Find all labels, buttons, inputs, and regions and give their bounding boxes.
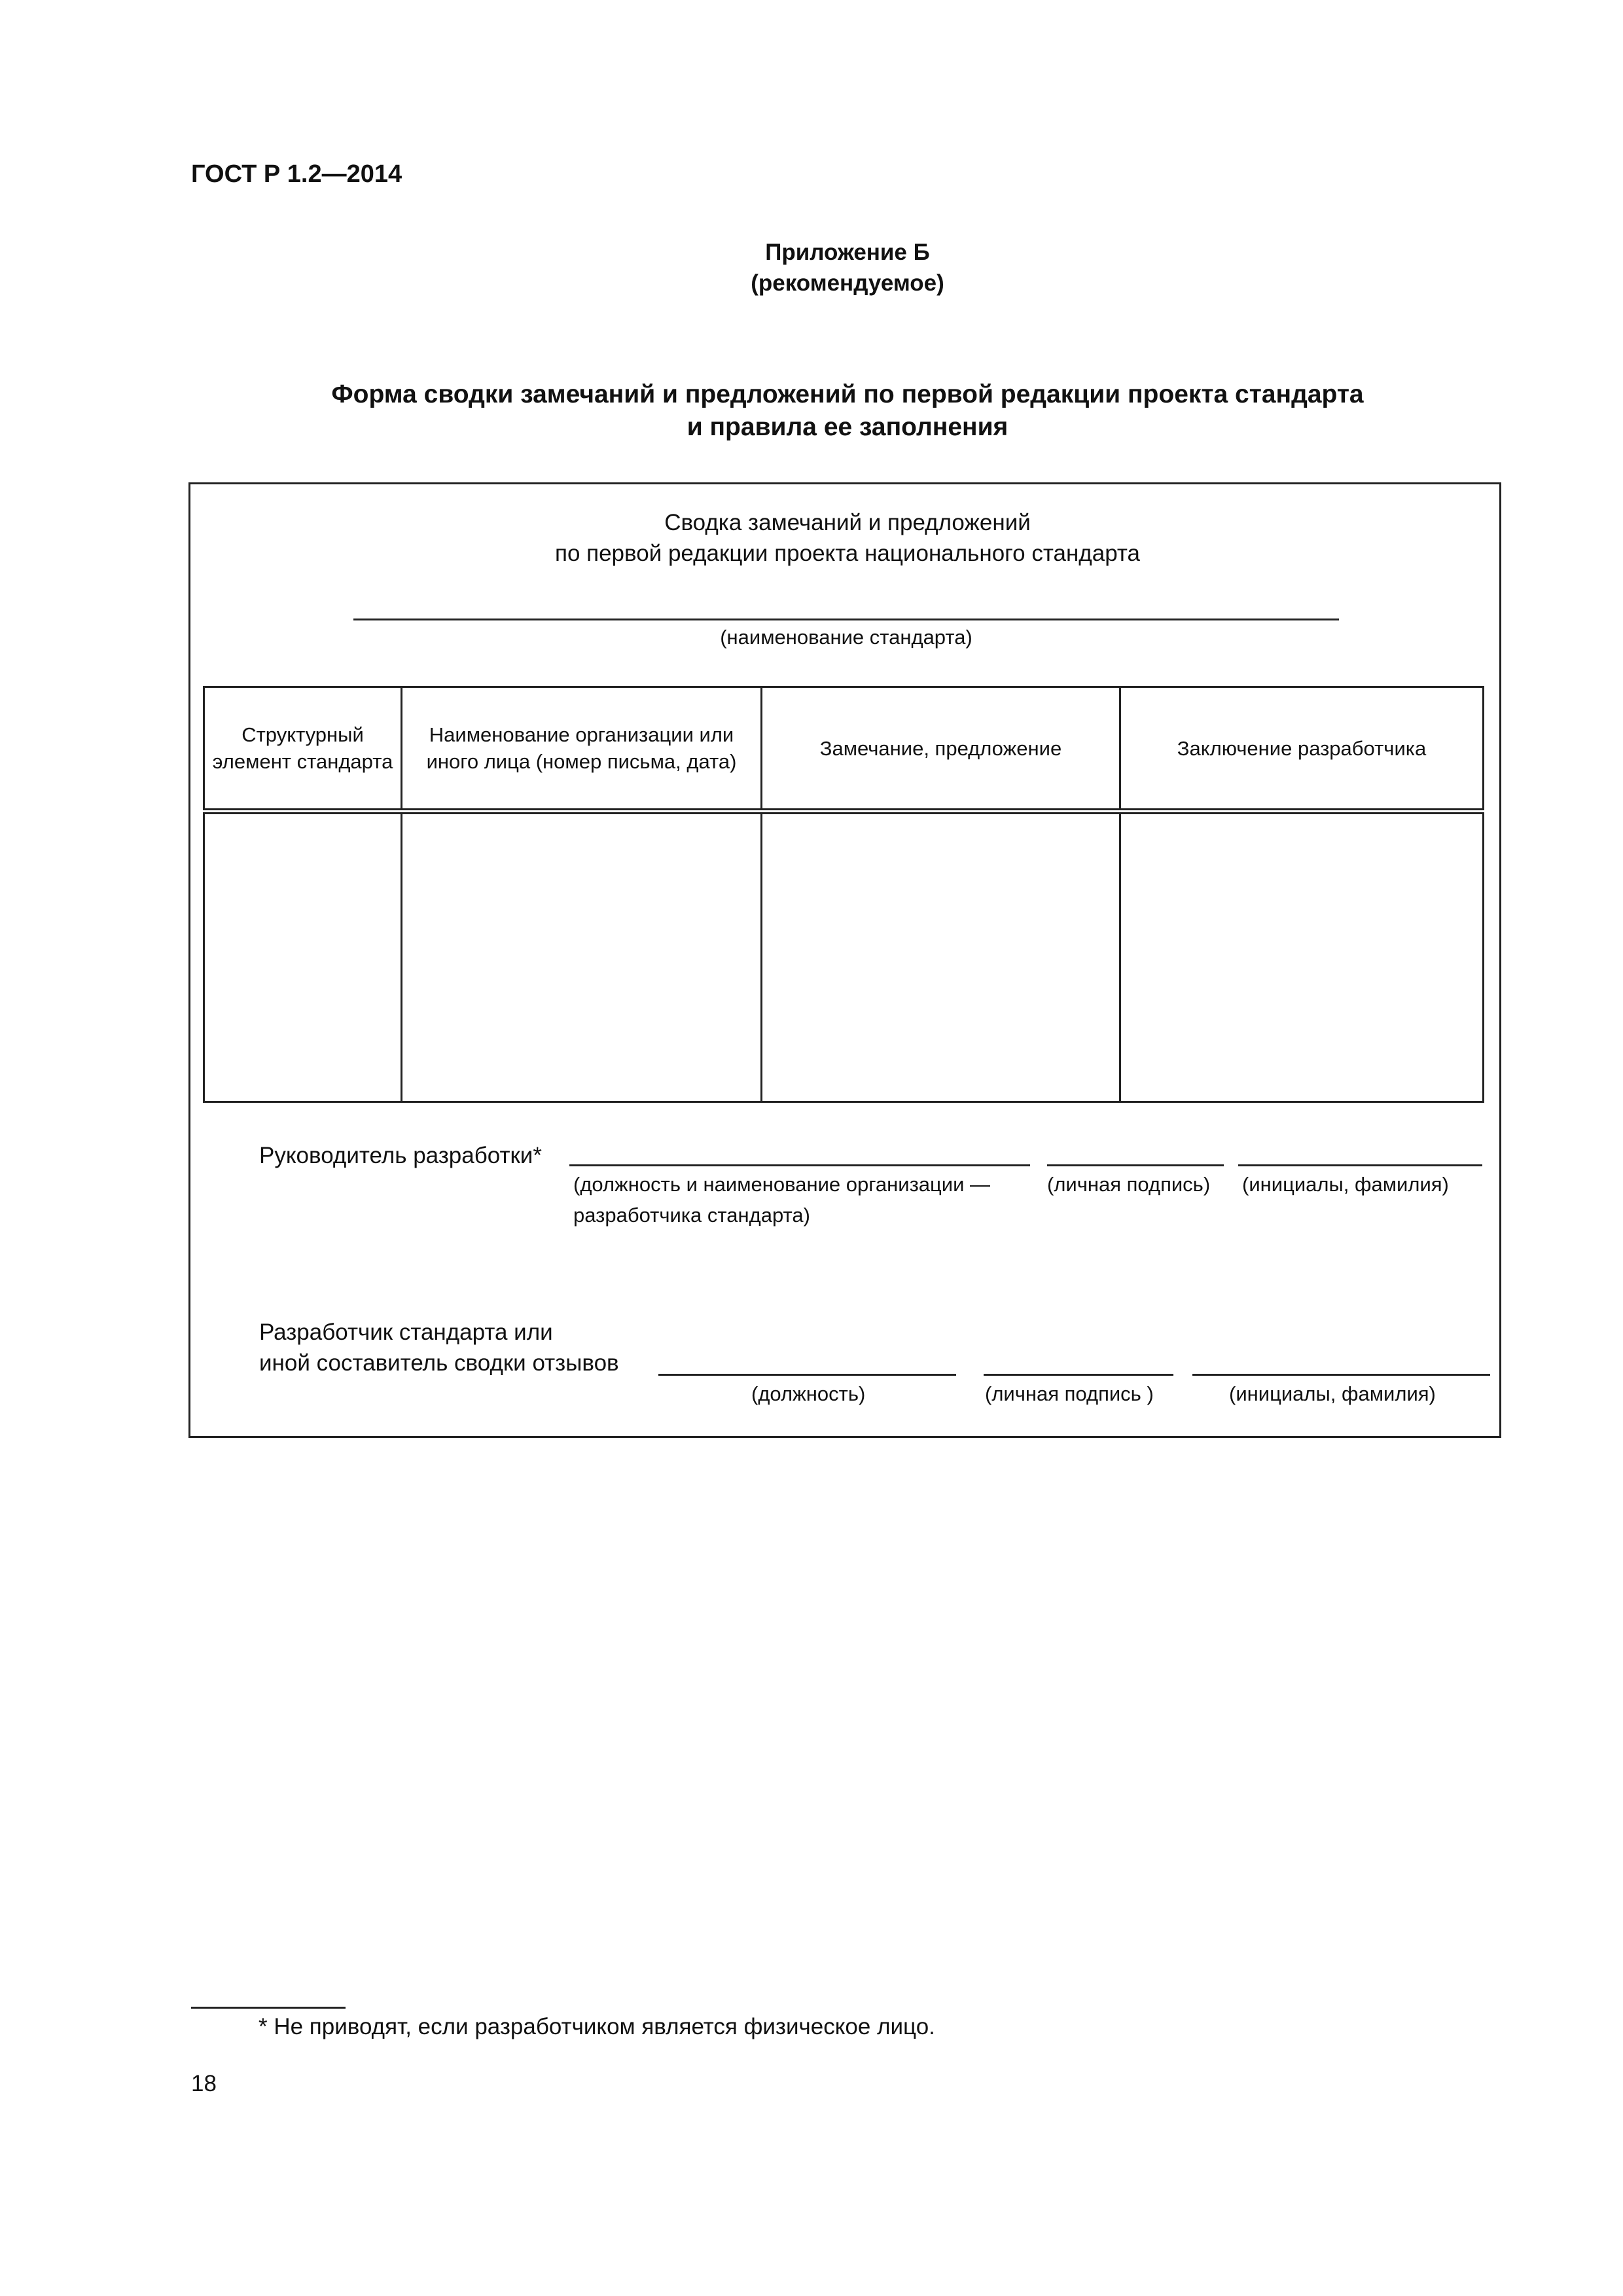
document-code: ГОСТ Р 1.2—2014 — [191, 160, 402, 188]
developer-signature-caption: (личная подпись ) — [985, 1382, 1154, 1405]
annex-heading — [0, 237, 1623, 298]
footnote-rule — [191, 2007, 346, 2009]
developer-signature-line[interactable] — [984, 1374, 1173, 1376]
section-title-line2: и правила ее заполнения — [687, 413, 1008, 441]
table-cell-element[interactable] — [204, 812, 402, 1102]
supervisor-name-line[interactable] — [1238, 1164, 1482, 1166]
remarks-table — [203, 686, 1484, 1103]
developer-name-caption: (инициалы, фамилия) — [1229, 1382, 1436, 1405]
page-number: 18 — [191, 2071, 217, 2096]
supervisor-signature-caption: (личная подпись) — [1047, 1173, 1211, 1196]
section-title — [0, 378, 1623, 444]
developer-position-line[interactable] — [658, 1374, 956, 1376]
table-row — [204, 812, 1484, 1102]
supervisor-signature-line[interactable] — [1047, 1164, 1224, 1166]
supervisor-position-caption-line1: (должность и наименование организации — — [573, 1173, 991, 1196]
column-header-element: Структурный элемент стандарта — [204, 687, 402, 812]
developer-label — [259, 1317, 619, 1378]
form-heading-line2: по первой редакции проекта национального стандарта — [555, 541, 1140, 566]
section-title-line1: Форма сводки замечаний и предложений по первой редакции проекта стандарта — [331, 380, 1364, 408]
annex-status: (рекомендуемое) — [751, 270, 944, 296]
developer-label-line1: Разработчик стандарта или — [259, 1319, 553, 1345]
developer-name-line[interactable] — [1192, 1374, 1490, 1376]
developer-position-caption: (должность) — [751, 1382, 866, 1405]
table-cell-organization[interactable] — [402, 812, 762, 1102]
supervisor-label: Руководитель разработки* — [259, 1143, 542, 1168]
footnote: * Не приводят, если разработчиком является физическое лицо. — [259, 2014, 935, 2039]
table-cell-conclusion[interactable] — [1120, 812, 1484, 1102]
table-cell-remark[interactable] — [762, 812, 1120, 1102]
column-header-remark: Замечание, предложение — [762, 687, 1120, 812]
developer-label-line2: иной составитель сводки отзывов — [259, 1350, 619, 1376]
column-header-organization: Наименование организации или иного лица (номер письма, дата) — [402, 687, 762, 812]
supervisor-position-caption-line2: разработчика стандарта) — [573, 1204, 810, 1227]
supervisor-name-caption: (инициалы, фамилия) — [1242, 1173, 1449, 1196]
supervisor-position-line[interactable] — [569, 1164, 1030, 1166]
standard-name-line[interactable] — [353, 619, 1339, 620]
table-header-row — [204, 687, 1484, 812]
column-header-conclusion: Заключение разработчика — [1120, 687, 1484, 812]
standard-name-caption: (наименование стандарта) — [720, 626, 972, 649]
form-heading — [0, 507, 1623, 569]
form-heading-line1: Сводка замечаний и предложений — [664, 510, 1031, 535]
supervisor-position-caption — [573, 1169, 990, 1230]
annex-title: Приложение Б — [765, 240, 930, 265]
